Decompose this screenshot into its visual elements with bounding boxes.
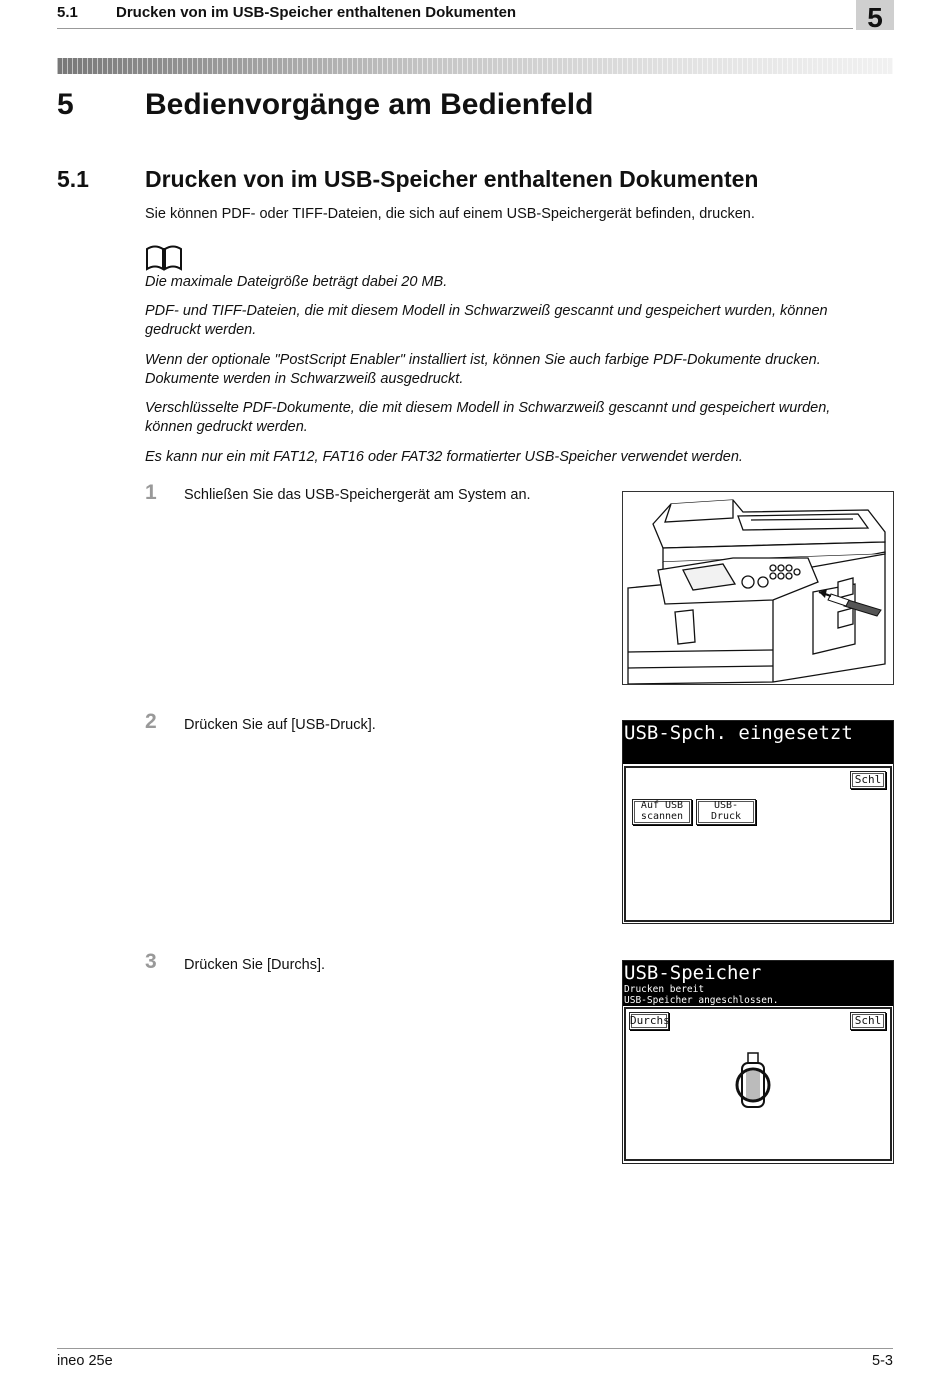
header-section-number: 5.1: [57, 4, 78, 21]
lcd-header: [623, 961, 893, 1006]
section-title: Drucken von im USB-Speicher enthaltenen Dokumenten: [145, 166, 759, 192]
scan-button-label-line2: scannen: [640, 811, 684, 822]
step-1-text: Schließen Sie das USB-Speichergerät am System an.: [184, 487, 531, 503]
header-rule: [57, 28, 853, 29]
note-bw-scan-line2: gedruckt werden.: [145, 322, 257, 338]
close-button[interactable]: Schl: [850, 771, 886, 789]
footer-page-number: 5-3: [872, 1353, 893, 1369]
step-3-text: Drücken Sie [Durchs].: [184, 957, 326, 973]
footer-model: ineo 25e: [57, 1353, 113, 1369]
intro-text: Sie können PDF- oder TIFF-Dateien, die sich auf einem USB-Speichergerät befinden, drucken.: [145, 206, 755, 222]
note-postscript-line1: Wenn der optionale "PostScript Enabler" installiert ist, können Sie auch farbige PDF-Dokumente drucken.: [145, 352, 821, 368]
scan-to-usb-button[interactable]: [632, 799, 692, 825]
note-fat-format: Es kann nur ein mit FAT12, FAT16 oder FAT32 formatierter USB-Speicher verwendet werden.: [145, 449, 743, 465]
note-bw-scan-line1: PDF- und TIFF-Dateien, die mit diesem Modell in Schwarzweiß gescannt und gespeichert wurden, können: [145, 303, 828, 319]
section-number: 5.1: [57, 166, 89, 192]
print-button-label-line1: USB-: [713, 800, 739, 811]
decorative-stripe-lines: [57, 58, 893, 74]
note-filesize: Die maximale Dateigröße beträgt dabei 20 MB.: [145, 274, 448, 290]
lcd-title: USB-Spch. eingesetzt: [623, 721, 893, 764]
scan-button-label-line1: Auf USB: [640, 800, 684, 811]
note-encrypted-line1: Verschlüsselte PDF-Dokumente, die mit diesem Modell in Schwarzweiß gescannt und gespeichert wurden,: [145, 400, 831, 416]
note-postscript-line2: Dokumente werden in Schwarzweiß ausgedruckt.: [145, 371, 464, 387]
header-section-title: Drucken von im USB-Speicher enthaltenen Dokumenten: [116, 4, 517, 21]
step-2-number: 2: [145, 710, 157, 733]
chapter-title: Bedienvorgänge am Bedienfeld: [145, 88, 594, 121]
chapter-number: 5: [57, 88, 74, 121]
step-3-number: 3: [145, 950, 157, 973]
note-encrypted-line2: können gedruckt werden.: [145, 419, 308, 435]
step-1-number: 1: [145, 481, 157, 504]
lcd-screen-usb-inserted: [622, 720, 894, 924]
print-button-label-line2: Druck: [710, 811, 742, 822]
chapter-tab: 5: [856, 0, 894, 30]
lcd-status-line2: USB-Speicher angeschlossen.: [624, 995, 779, 1006]
footer-rule: [57, 1348, 893, 1349]
lcd-title: USB-Speicher: [624, 962, 762, 984]
close-button[interactable]: Schl: [850, 1012, 886, 1030]
lcd-status-line1: Drucken bereit: [624, 984, 705, 995]
usb-print-button[interactable]: [696, 799, 756, 825]
lcd-screen-usb-memory: [622, 960, 894, 1164]
printer-illustration: [622, 491, 894, 685]
usb-stick-icon: [734, 1051, 774, 1115]
browse-button[interactable]: Durchs: [629, 1012, 669, 1030]
lcd-panel: [624, 1007, 892, 1161]
step-2-text: Drücken Sie auf [USB-Druck].: [184, 717, 376, 733]
lcd-panel: [624, 766, 892, 922]
book-icon: [145, 243, 183, 271]
